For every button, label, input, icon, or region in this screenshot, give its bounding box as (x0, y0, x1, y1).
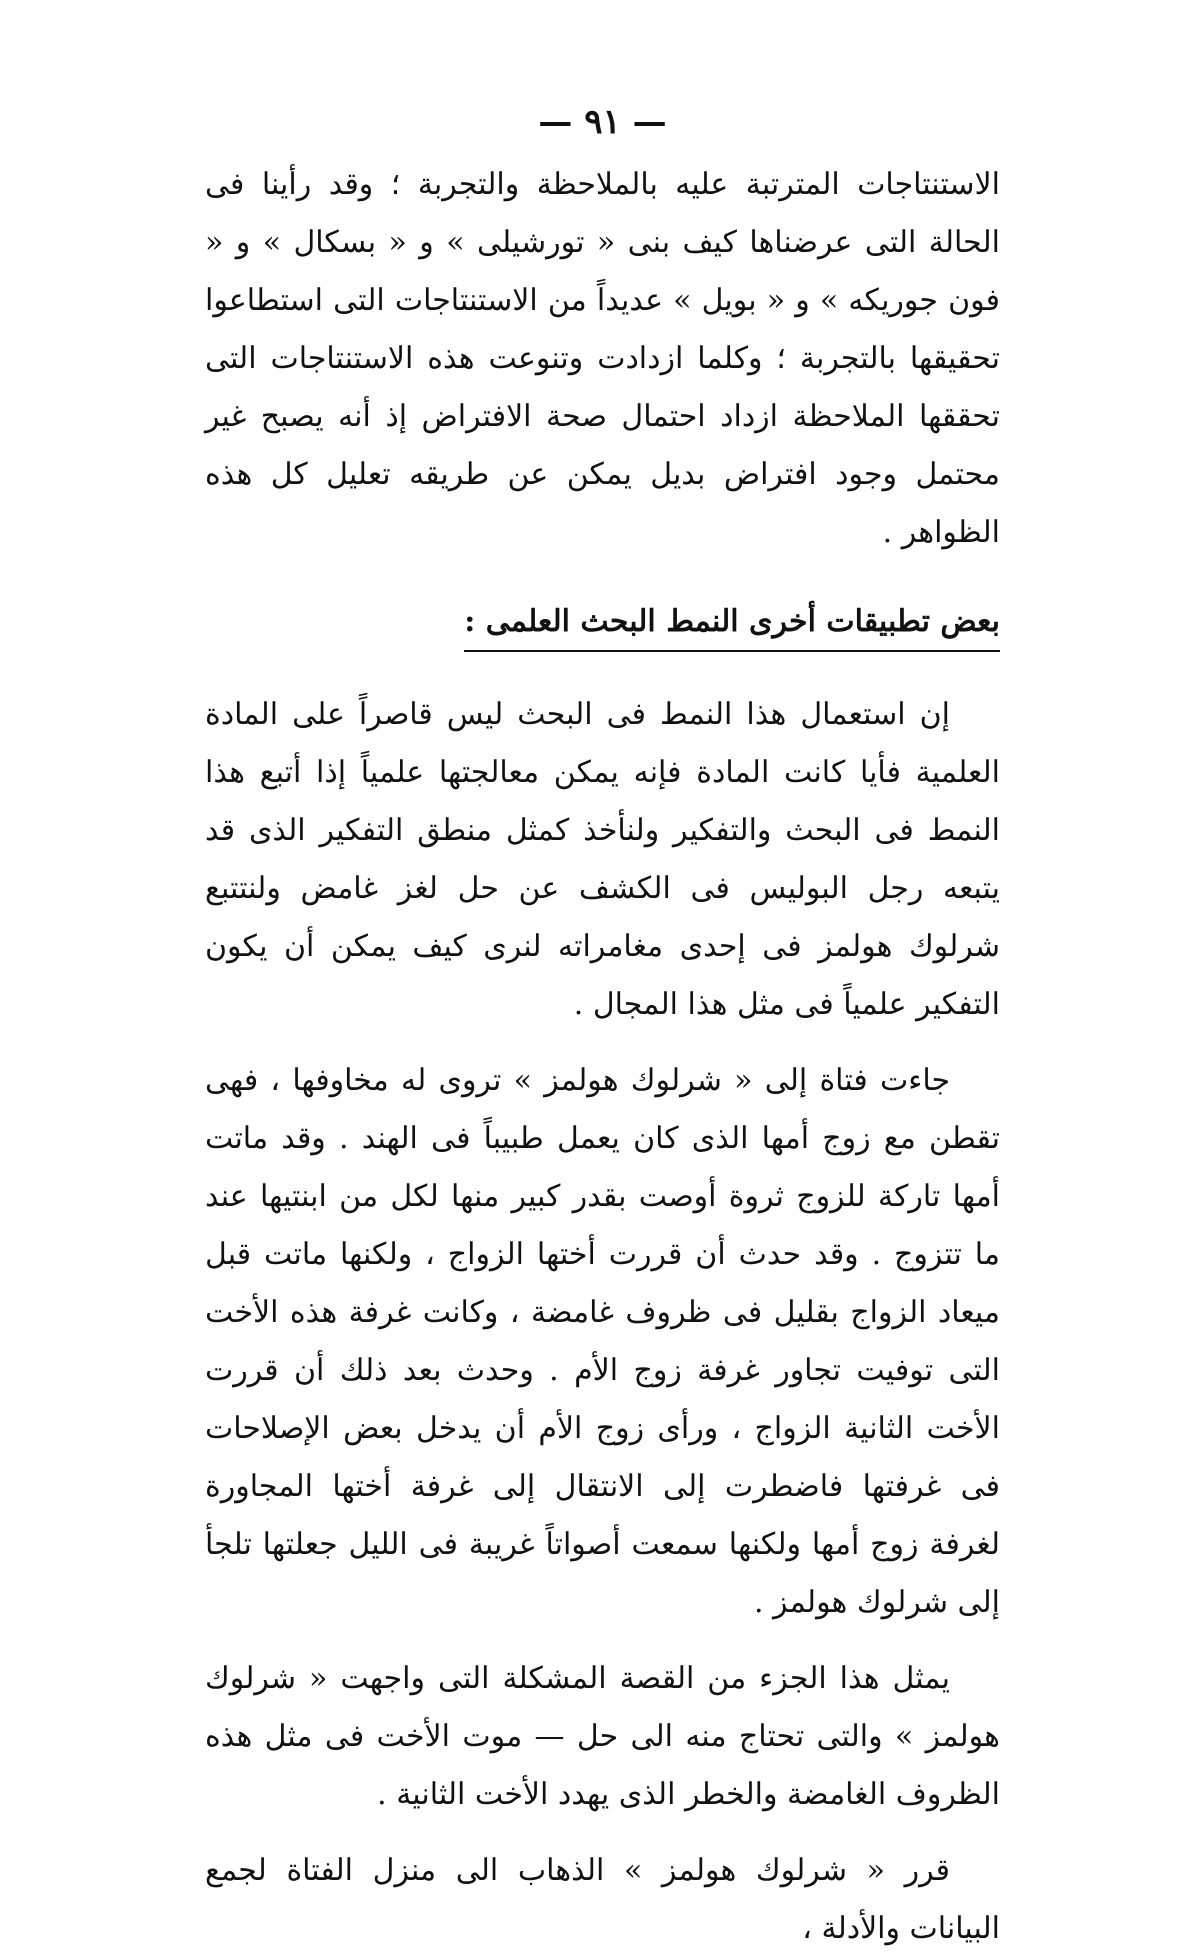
paragraph-gap (205, 1824, 1000, 1842)
paragraph-problem: يمثل هذا الجزء من القصة المشكلة التى واجهت « شرلوك هولمز » والتى تحتاج منه الى حل — موت الأخت فى مثل هذه الظروف الغامضة والخطر الذى يهدد الأخت الثانية . (205, 1661, 1000, 1812)
page-number: — ٩١ — (538, 102, 667, 142)
paragraph-conclusions: الاستنتاجات المترتبة عليه بالملاحظة والتجربة ؛ وقد رأينا فى الحالة التى عرضناها كيف بنى « تورشيلى » و « بسكال » و « فون جوريكه » و « بويل » عديداً من الاستنتاجات التى استطاعوا تحقيقها بالتجربة ؛ وكلما ازدادت وتنوعت هذه الاستنتاجات التى تحققها الملاحظة ازداد احتمال صحة الافتراض إذ أنه يصبح غير محتمل وجود افتراض بديل يمكن عن طريقه تعليل كل هذه الظواهر . (205, 167, 1000, 550)
paragraph-gap (205, 1034, 1000, 1052)
section-heading: بعض تطبيقات أخرى النمط البحث العلمى : (464, 596, 1000, 652)
paragraph-gap (205, 1632, 1000, 1650)
paragraph-method-applications: إن استعمال هذا النمط فى البحث ليس قاصراً على المادة العلمية فأيا كانت المادة فإنه يمكن معالجتها علمياً إذا أتبع هذا النمط فى البحث والتفكير ولنأخذ كمثل منطق التفكير الذى قد يتبعه رجل البوليس فى الكشف عن حل لغز غامض ولنتتبع شرلوك هولمز فى إحدى مغامراته لنرى كيف يمكن أن يكون التفكير علمياً فى مثل هذا المجال . (205, 697, 1000, 1022)
section-heading-wrap (205, 596, 1000, 652)
paragraph-story: جاءت فتاة إلى « شرلوك هولمز » تروى له مخاوفها ، فهى تقطن مع زوج أمها الذى كان يعمل طبيباً فى الهند . وقد ماتت أمها تاركة للزوج ثروة أوصت بقدر كبير منها لكل من ابنتيها عند ما تتزوج . وقد حدث أن قررت أختها الزواج ، ولكنها ماتت قبل ميعاد الزواج بقليل فى ظروف غامضة ، وكانت غرفة هذه الأخت التى توفيت تجاور غرفة زوج الأم . وحدث بعد ذلك أن قررت الأخت الثانية الزواج ، ورأى زوج الأم أن يدخل بعض الإصلاحات فى غرفتها فاضطرت إلى الانتقال إلى غرفة أختها المجاورة لغرفة زوج أمها ولكنها سمعت أصواتاً غريبة فى الليل جعلتها تلجأ إلى شرلوك هولمز . (205, 1063, 1000, 1620)
paragraph-decision: قرر « شرلوك هولمز » الذهاب الى منزل الفتاة لجمع البيانات والأدلة ، (205, 1853, 1000, 1946)
